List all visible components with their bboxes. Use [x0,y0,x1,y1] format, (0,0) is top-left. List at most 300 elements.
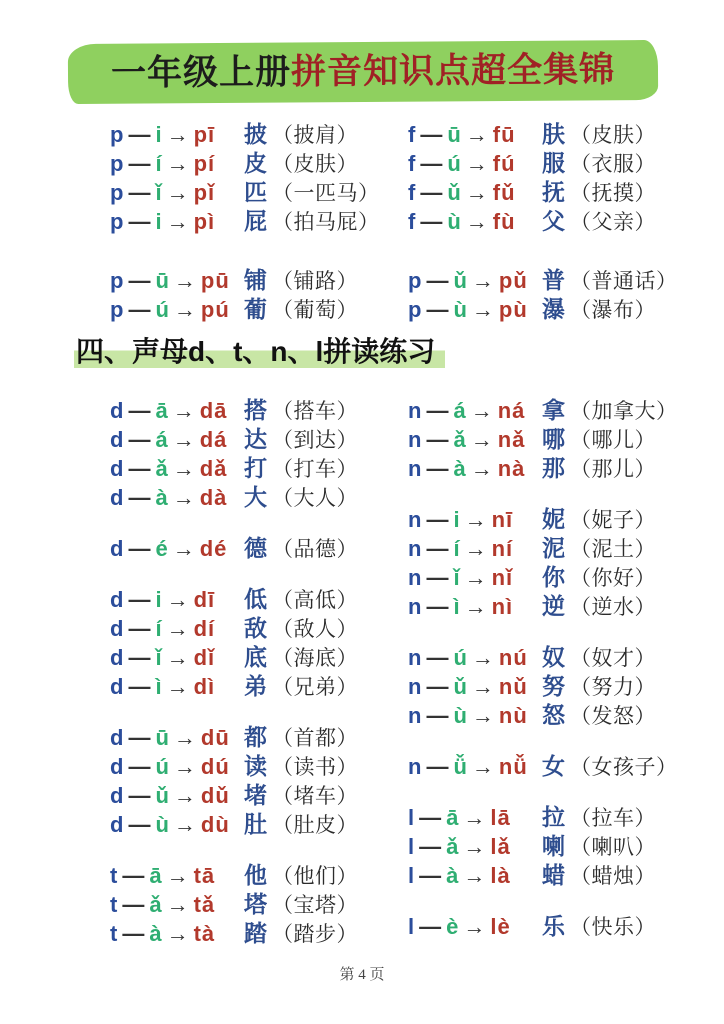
pinyin-group [408,639,678,726]
final-letter: ù [453,297,467,322]
pinyin-row [408,908,678,937]
arrow-icon: → [166,209,189,234]
final-letter: ǐ [155,645,162,670]
initial-letter: p [110,151,124,176]
pinyin-row [408,145,678,174]
initial-letter: d [110,587,124,612]
arrow-icon: → [173,297,196,322]
pinyin-row [110,610,358,639]
result-syllable: ní [491,536,514,561]
pinyin-formula [408,565,542,591]
arrow-icon: → [463,914,486,939]
final-letter: ù [453,703,467,728]
hanzi-character: 搭 [244,397,267,423]
final-letter: ǚ [453,754,467,779]
hanzi-character: 屁 [244,208,267,234]
arrow-icon: → [166,674,189,699]
arrow-icon: → [471,645,494,670]
arrow-icon: → [172,398,195,423]
dash-connector: — [426,565,449,590]
pinyin-row [110,857,358,886]
example-word: （一匹马） [272,182,380,205]
example-word: （普通话） [570,270,678,293]
arrow-icon: → [173,725,196,750]
initial-letter: d [110,398,124,423]
initial-letter: t [110,892,118,917]
dash-connector: — [122,892,145,917]
initial-letter: p [110,268,124,293]
result-syllable: lǎ [490,834,511,859]
dash-connector: — [128,645,151,670]
example-word: （敌人） [272,618,358,641]
pinyin-formula [408,645,542,671]
pinyin-row [408,450,678,479]
hanzi-character: 肚 [244,811,267,837]
hanzi-character: 蜡 [542,862,565,888]
arrow-icon: → [464,507,487,532]
result-syllable: pǔ [498,268,528,293]
hanzi-character: 泥 [542,535,565,561]
arrow-icon: → [166,616,189,641]
final-letter: è [446,914,459,939]
pinyin-row [408,392,678,421]
arrow-icon: → [470,398,493,423]
pinyin-formula [110,536,244,562]
page-title [68,40,658,104]
example-word: （衣服） [570,153,656,176]
pinyin-row [110,203,380,232]
example-word: （加拿大） [570,400,678,423]
section-header-text: 四、声母d、t、n、l拼读练习 [74,336,445,369]
pinyin-formula [110,485,244,511]
dash-connector: — [426,536,449,561]
arrow-icon: → [173,812,196,837]
pinyin-row [408,262,678,291]
result-syllable: tà [193,921,216,946]
pinyin-formula [110,674,244,700]
pinyin-formula [110,398,244,424]
result-syllable: nǚ [498,754,528,779]
pinyin-formula [408,674,542,700]
final-letter: ǔ [155,783,169,808]
result-syllable: pí [193,151,216,176]
hanzi-character: 怒 [542,702,565,728]
result-syllable: pì [193,209,216,234]
initial-letter: n [408,565,422,590]
hanzi-character: 父 [542,208,565,234]
arrow-icon: → [172,485,195,510]
initial-letter: n [408,536,422,561]
pinyin-row [110,291,380,320]
hanzi-character: 德 [244,535,267,561]
arrow-icon: → [166,180,189,205]
final-letter: ū [155,268,169,293]
arrow-icon: → [464,536,487,561]
example-word: （铺路） [272,270,358,293]
initial-letter: d [110,812,124,837]
pinyin-group [408,501,678,617]
arrow-icon: → [471,754,494,779]
pinyin-row [408,559,678,588]
dash-connector: — [128,180,151,205]
example-word: （肚皮） [272,814,358,837]
result-syllable: dí [193,616,216,641]
dash-connector: — [122,921,145,946]
result-syllable: pī [193,122,216,147]
pinyin-formula [408,594,542,620]
result-syllable: dú [200,754,230,779]
pinyin-row [408,116,678,145]
dash-connector: — [128,725,151,750]
pinyin-formula [408,805,542,831]
dash-connector: — [128,536,151,561]
hanzi-character: 低 [244,586,267,612]
arrow-icon: → [471,268,494,293]
result-syllable: nǎ [497,427,526,452]
arrow-icon: → [166,892,189,917]
title-grade-part: 一年级上册 [110,52,292,93]
example-word: （蜡烛） [570,865,656,888]
dash-connector: — [420,122,443,147]
initial-letter: d [110,456,124,481]
pinyin-formula [110,297,244,323]
final-letter: ì [155,674,162,699]
initial-letter: p [110,180,124,205]
result-syllable: dū [200,725,230,750]
example-word: （快乐） [570,916,656,939]
hanzi-character: 铺 [244,267,267,293]
arrow-icon: → [463,805,486,830]
result-syllable: lā [490,805,511,830]
final-letter: á [453,398,466,423]
pinyin-formula [408,754,542,780]
pinyin-group [110,719,358,835]
hanzi-character: 哪 [542,426,565,452]
pinyin-row [408,501,678,530]
title-highlight-band [68,40,658,104]
final-letter: ǔ [447,180,461,205]
pinyin-group [110,530,358,559]
initial-letter: n [408,754,422,779]
arrow-icon: → [173,754,196,779]
result-syllable: nī [491,507,514,532]
initial-letter: d [110,674,124,699]
initial-letter: f [408,209,416,234]
hanzi-character: 抚 [542,179,565,205]
final-letter: ù [155,812,169,837]
hanzi-character: 普 [542,267,565,293]
result-syllable: dá [199,427,228,452]
pinyin-row [408,174,678,203]
pinyin-formula [408,914,542,940]
initial-letter: n [408,674,422,699]
pinyin-row [408,857,678,886]
example-word: （品德） [272,538,358,561]
final-letter: á [155,427,168,452]
result-syllable: lè [490,914,511,939]
initial-letter: n [408,427,422,452]
dash-connector: — [128,209,151,234]
final-letter: í [453,536,460,561]
final-letter: ǎ [446,834,459,859]
result-syllable: dī [193,587,216,612]
final-letter: ù [447,209,461,234]
hanzi-character: 踏 [244,920,267,946]
pinyin-formula [110,427,244,453]
dash-connector: — [426,398,449,423]
final-letter: é [155,536,168,561]
example-word: （泥土） [570,538,656,561]
example-word: （你好） [570,567,656,590]
initial-letter: d [110,616,124,641]
pinyin-formula [110,921,244,947]
result-syllable: dǎ [199,456,228,481]
pinyin-row [408,828,678,857]
result-syllable: là [490,863,511,888]
hanzi-character: 葡 [244,296,267,322]
result-syllable: dì [193,674,216,699]
hanzi-character: 拉 [542,804,565,830]
pinyin-formula [110,812,244,838]
dash-connector: — [426,456,449,481]
hanzi-character: 他 [244,862,267,888]
final-letter: ǎ [149,892,162,917]
example-word: （妮子） [570,509,656,532]
dash-connector: — [128,297,151,322]
example-word: （大人） [272,487,358,510]
dash-connector: — [426,645,449,670]
pinyin-formula [408,180,542,206]
dash-connector: — [122,863,145,888]
dash-connector: — [128,151,151,176]
dash-connector: — [128,456,151,481]
initial-letter: d [110,645,124,670]
initial-letter: t [110,863,118,888]
example-word: （皮肤） [570,124,656,147]
hanzi-character: 堵 [244,782,267,808]
hanzi-character: 喇 [542,833,565,859]
initial-letter: d [110,427,124,452]
result-syllable: nú [498,645,528,670]
final-letter: ǐ [155,180,162,205]
initial-letter: p [110,122,124,147]
result-syllable: fú [492,151,516,176]
pinyin-formula [408,703,542,729]
arrow-icon: → [463,834,486,859]
pinyin-formula [110,456,244,482]
final-letter: à [446,863,459,888]
result-syllable: nù [498,703,528,728]
initial-letter: l [408,805,415,830]
result-syllable: pú [200,297,230,322]
result-syllable: fū [492,122,516,147]
final-letter: i [453,507,460,532]
hanzi-character: 都 [244,724,267,750]
example-word: （逆水） [570,596,656,619]
example-word: （女孩子） [570,756,678,779]
example-word: （踏步） [272,923,358,946]
initial-letter: n [408,398,422,423]
initial-letter: f [408,151,416,176]
pinyin-row [110,530,358,559]
final-letter: i [155,587,162,612]
hanzi-character: 妮 [542,506,565,532]
pinyin-row [408,421,678,450]
example-word: （喇叭） [570,836,656,859]
pinyin-formula [408,456,542,482]
final-letter: ì [453,594,460,619]
example-word: （抚摸） [570,182,656,205]
dash-connector: — [128,122,151,147]
initial-letter: l [408,834,415,859]
arrow-icon: → [173,268,196,293]
pinyin-row [110,806,358,835]
pinyin-row [110,450,358,479]
page-number: 第 4 页 [339,967,385,983]
example-word: （皮肤） [272,153,358,176]
section-header [74,330,445,370]
final-letter: ā [149,863,162,888]
initial-letter: d [110,754,124,779]
hanzi-character: 匹 [244,179,267,205]
right-column [408,116,678,320]
pinyin-formula [110,892,244,918]
arrow-icon: → [465,180,488,205]
hanzi-character: 服 [542,150,565,176]
arrow-icon: → [465,151,488,176]
pinyin-group [408,262,678,320]
dash-connector: — [419,834,442,859]
pinyin-formula [408,863,542,889]
initial-letter: n [408,456,422,481]
hanzi-character: 打 [244,455,267,481]
hanzi-character: 弟 [244,673,267,699]
initial-letter: p [110,209,124,234]
arrow-icon: → [465,209,488,234]
dash-connector: — [128,812,151,837]
pinyin-row [110,145,380,174]
pinyin-row [110,668,358,697]
result-syllable: fù [492,209,516,234]
initial-letter: f [408,180,416,205]
hanzi-character: 披 [244,121,267,147]
arrow-icon: → [463,863,486,888]
final-letter: ú [155,754,169,779]
hanzi-character: 大 [244,484,267,510]
pinyin-formula [408,209,542,235]
final-letter: ū [155,725,169,750]
example-word: （哪儿） [570,429,656,452]
dash-connector: — [420,180,443,205]
example-word: （瀑布） [570,299,656,322]
pinyin-row [408,530,678,559]
arrow-icon: → [471,297,494,322]
pinyin-formula [110,122,244,148]
example-word: （父亲） [570,211,656,234]
pinyin-group [408,799,678,886]
example-word: （那儿） [570,458,656,481]
dash-connector: — [128,587,151,612]
initial-letter: d [110,485,124,510]
pinyin-formula [110,863,244,889]
pinyin-row [110,479,358,508]
result-syllable: tā [193,863,216,888]
dash-connector: — [128,783,151,808]
pinyin-group [110,857,358,944]
final-letter: ā [155,398,168,423]
dash-connector: — [128,616,151,641]
result-syllable: dǐ [193,645,216,670]
final-letter: ǔ [453,674,467,699]
arrow-icon: → [471,674,494,699]
hanzi-character: 乐 [542,913,565,939]
pinyin-row [110,886,358,915]
example-word: （海底） [272,647,358,670]
left-column [110,392,358,944]
pinyin-row [408,697,678,726]
example-word: （发怒） [570,705,656,728]
final-letter: í [155,616,162,641]
pinyin-formula [408,507,542,533]
pinyin-formula [408,268,542,294]
result-syllable: dé [199,536,228,561]
hanzi-character: 努 [542,673,565,699]
example-word: （葡萄） [272,299,358,322]
final-letter: í [155,151,162,176]
hanzi-character: 底 [244,644,267,670]
dash-connector: — [426,674,449,699]
arrow-icon: → [464,565,487,590]
result-syllable: nǔ [498,674,528,699]
initial-letter: l [408,863,415,888]
pinyin-formula [110,151,244,177]
final-letter: ū [447,122,461,147]
pinyin-row [110,719,358,748]
arrow-icon: → [166,151,189,176]
example-word: （奴才） [570,647,656,670]
arrow-icon: → [166,921,189,946]
example-word: （首都） [272,727,358,750]
dash-connector: — [128,268,151,293]
final-letter: i [155,122,162,147]
result-syllable: dù [200,812,230,837]
title-topic-part: 拼音知识点超全集锦 [290,50,616,92]
pinyin-row [408,799,678,828]
pinyin-row [408,748,678,777]
pinyin-formula [110,616,244,642]
example-word: （拍马屁） [272,211,380,234]
hanzi-character: 肤 [542,121,565,147]
example-word: （打车） [272,458,358,481]
dash-connector: — [128,398,151,423]
dash-connector: — [426,427,449,452]
dash-connector: — [420,209,443,234]
final-letter: i [155,209,162,234]
arrow-icon: → [471,703,494,728]
hanzi-character: 敌 [244,615,267,641]
hanzi-character: 你 [542,564,565,590]
hanzi-character: 读 [244,753,267,779]
dash-connector: — [426,703,449,728]
example-word: （宝塔） [272,894,358,917]
pinyin-group [408,908,678,937]
dash-connector: — [419,805,442,830]
dash-connector: — [426,268,449,293]
pinyin-row [110,581,358,610]
dash-connector: — [128,754,151,779]
pinyin-formula [110,645,244,671]
result-syllable: dā [199,398,228,423]
